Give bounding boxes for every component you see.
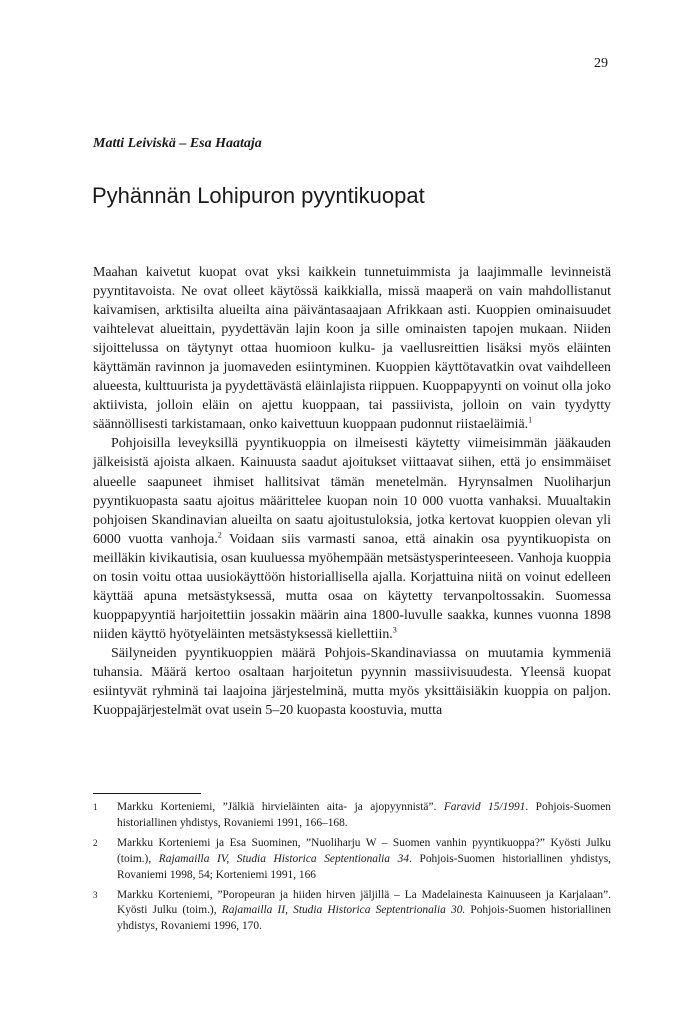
article-authors: Matti Leiviskä – Esa Haataja bbox=[93, 136, 262, 151]
paragraph bbox=[93, 434, 611, 644]
footnote bbox=[93, 800, 611, 832]
page-number: 29 bbox=[594, 56, 608, 71]
paragraph-text: Maahan kaivetut kuopat ovat yksi kaikkein tunnetuimmista ja laajimmalle levinneistä pyyntitavoista. Ne ovat olleet käytössä kaikkialla, missä maaperä on vain mahdollistanut kaivamisen, arktisilta alueilta aina päiväntasaajaan Afrikkaan asti. Kuoppien ominaisuudet vaihtelevat alueittain, pyydettävän lajin koon ja sille ominaisten tapojen mukaan. Niiden sijoittelussa on täytynyt ottaa huomioon kulku- ja vaellusreittien lisäksi myös eläinten käyttämän ravinnon ja juomaveden esiintyminen. Kuoppien käyttötavatkin ovat vaihdelleen alueesta, kulttuurista ja pyydettävästä eläinlajista riippuen. Kuoppapyynti on voinut olla joko aktiivista, jolloin eläin on ajettu kuoppaan, tai passiivista, jolloin on vain tyydytty säännöllisesti tarkistamaan, onko kaivettuun kuoppaan pudonnut riistaeläimiä. bbox=[93, 265, 611, 433]
article-body bbox=[93, 263, 611, 720]
paragraph bbox=[93, 263, 611, 434]
footnote-text-part: . Pohjois-Suomen historiallinen yhdistys, Rovaniemi 1991, 166–168. bbox=[117, 801, 611, 829]
footnote-text-part: Markku Korteniemi, ”Poropeuran ja hiiden hirven jäljillä – La Madelainesta Kainuuseen ja Karjalaan”. Kyösti Julku (toim.), bbox=[117, 888, 611, 917]
article-title: Pyhännän Lohipuron pyyntikuopat bbox=[92, 183, 425, 208]
footnote-text-part: Markku Korteniemi ja Esa Suominen, ”Nuoliharju W – Suomen vanhin pyyntikuoppa?” Kyösti Julku (toim.), bbox=[117, 836, 611, 865]
footnote-ref: 1 bbox=[528, 415, 533, 425]
footnote-text bbox=[117, 836, 611, 884]
footnote-text-part: Pohjois-Suomen historiallinen yhdistys, Rovaniemi 1996, 170. bbox=[117, 904, 611, 933]
footnote-text bbox=[117, 888, 611, 936]
footnote bbox=[93, 888, 611, 936]
footnote-ref: 2 bbox=[217, 530, 222, 540]
footnote-text-part: Markku Korteniemi, ”Jälkiä hirvieläinten aita- ja ajopyynnistä”. bbox=[117, 801, 444, 813]
footnotes bbox=[93, 800, 611, 939]
paragraph-text: Säilyneiden pyyntikuoppien määrä Pohjois-Skandinaviassa on muutamia kymmeniä tuhansia. Määrä kertoo osaltaan harjoitetun pyynnin massiivisuudesta. Yleensä kuopat esiintyvät ryhminä tai laajoina järjestelminä, mutta myös yksittäisiäkin kuoppia on paljon. Kuoppajärjestelmät ovat usein 5–20 kuopasta koostuvia, mutta bbox=[93, 645, 611, 719]
footnote-source-title: Faravid 15/1991 bbox=[443, 801, 526, 813]
footnote-number: 3 bbox=[93, 889, 98, 900]
footnote-text-part: . Pohjois-Suomen historiallinen yhdistys, Rovaniemi 1998, 54; Korteniemi 1991, 166 bbox=[117, 852, 612, 881]
paragraph-text: Pohjoisilla leveyksillä pyyntikuoppia on ilmeisesti käytetty viimeisimmän jääkauden jälkeisistä ajoista alkaen. Kainuusta saadut ajoitukset viittaavat siihen, että jo ensimmäiset alueelle saapuneet ihmiset hallitsivat tämän menetelmän. Hyrynsalmen Nuoliharjun pyyntikuopasta saatu ajoitus määrittelee kuopan noin 10 000 vuotta vanhaksi. Muualtakin pohjoisen Skandinavian alueilta on saatu ajoitustuloksia, jotka kertovat kuoppien olevan yli 6000 vuotta vanhoja. bbox=[93, 436, 611, 547]
footnote-source-title: Rajamailla II, Studia Historica Septentrionalia 30. bbox=[221, 904, 466, 917]
paragraph-text: Voidaan siis varmasti sanoa, että ainakin osa pyyntikuopista on meilläkin kivikautisia, osan kuuluessa myöhempään metsästysperinteeseen. Vanhoja kuoppia on tosin voitu ottaa uusiokäyttöön historiallisella ajalla. Korjattuina niitä on voinut edelleen käyttää apuna metsästyksessä, mutta osaa on käytetty tervanpoltossakin. Suomessa kuoppapyyntiä harjoitettiin jossakin määrin aina 1800-luvulle saakka, kunnes vuonna 1898 niiden käyttö hyötyeläinten metsästyksessä kiellettiin. bbox=[93, 531, 612, 642]
footnote bbox=[93, 836, 611, 884]
paragraph bbox=[93, 644, 611, 720]
footnote-separator bbox=[93, 793, 201, 794]
footnote-text bbox=[117, 800, 611, 832]
footnote-number: 1 bbox=[93, 802, 98, 812]
footnote-source-title: Rajamailla IV, Studia Historica Septentionalia 34 bbox=[158, 852, 410, 865]
footnote-ref: 3 bbox=[392, 625, 397, 635]
footnote-number: 2 bbox=[93, 837, 98, 848]
